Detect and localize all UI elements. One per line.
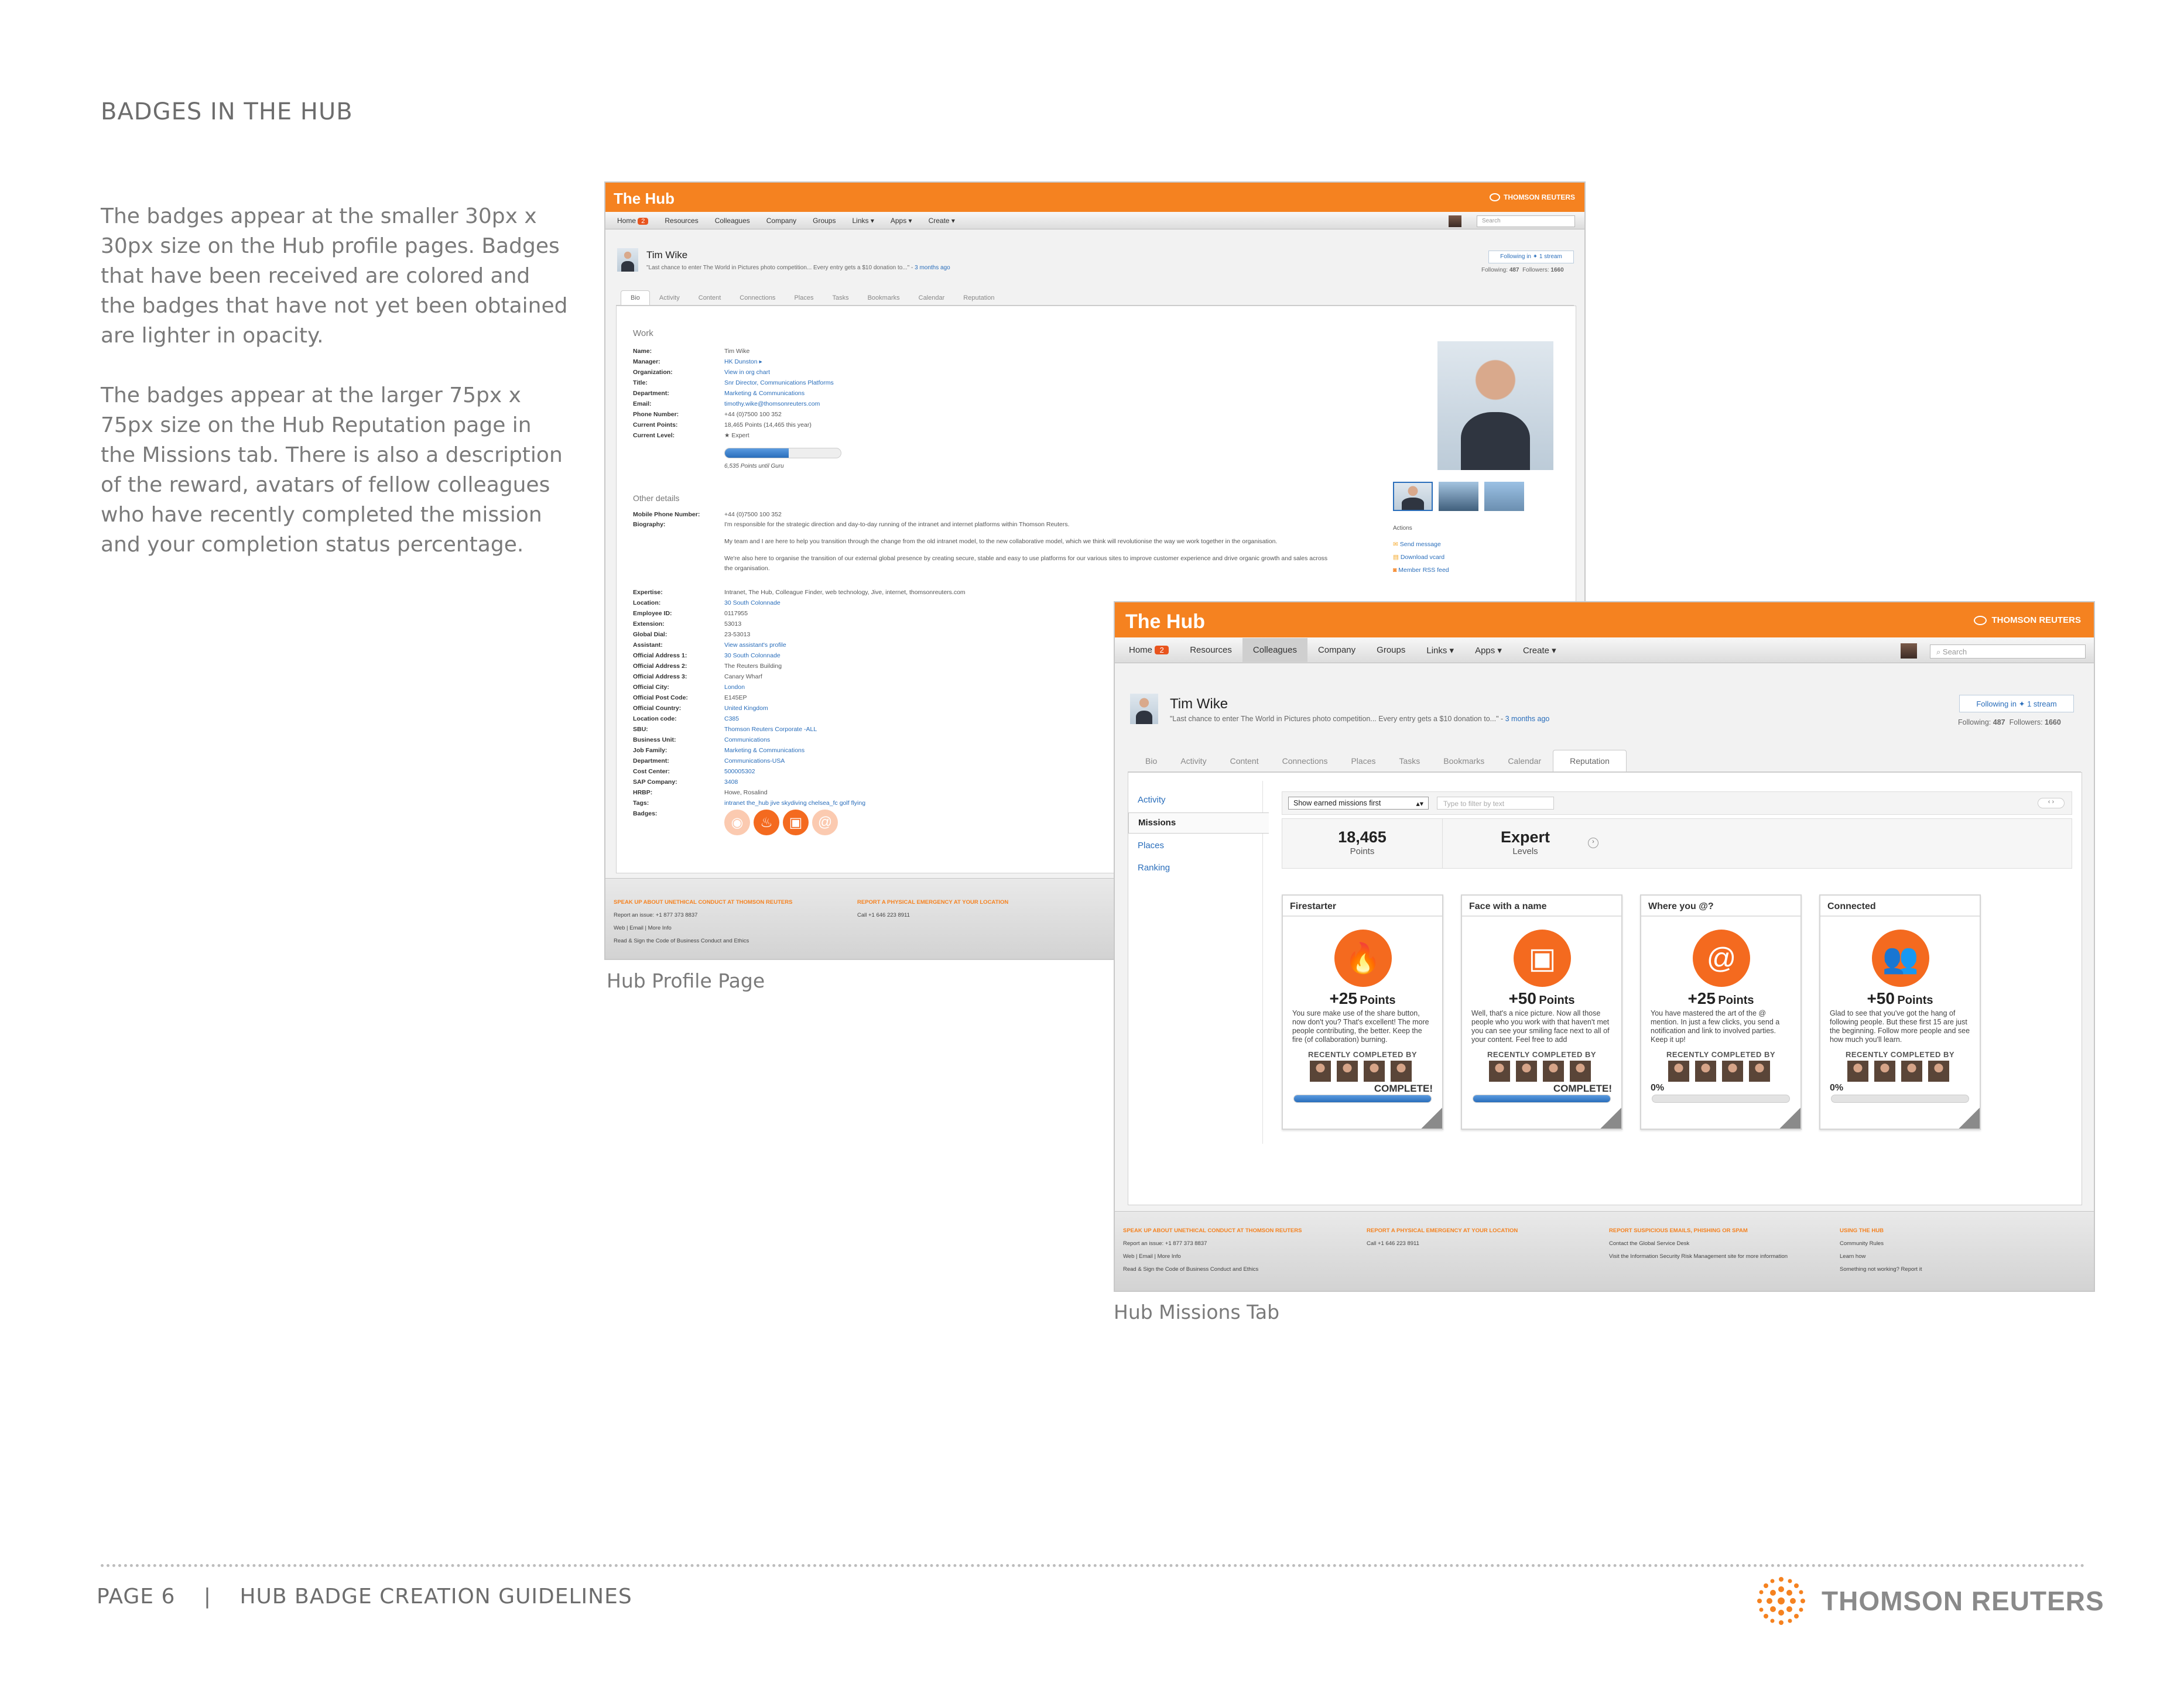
gear-icon[interactable] (1421, 1107, 1442, 1129)
user-avatar-menu[interactable] (1449, 215, 1461, 227)
photo-thumbnails (1393, 482, 1524, 511)
gear-icon[interactable] (1779, 1107, 1800, 1129)
flame-icon: 🔥 (1334, 930, 1392, 987)
hub-header (1115, 602, 2094, 637)
avatar[interactable] (1516, 1061, 1537, 1082)
recently-completed-label: RECENTLY COMPLETED BY (1666, 1050, 1776, 1059)
hub-logo[interactable]: The Hub (614, 190, 675, 207)
mission-points: +25 Points (1687, 989, 1754, 1007)
recent-avatars (1847, 1061, 1949, 1082)
other-fields: Mobile Phone Number: +44 (0)7500 100 352 Biography: I'm responsible for the strategic direction and day-to-day running of the intranet and internet platforms within Thomson Reuters. My team and I are here to help you transition through the change from the old intranet model, to the new collaborative model, which we think will revolutionise the way we work together in the organisation. We're also here to organise the transition of our external global presence by creating secure, stable and easy to use platforms for our various sites to improve customer experience and drive organic growth and sales across the organisation. (633, 511, 1328, 572)
actions-heading: Actions (1393, 525, 1412, 532)
rss-icon: ◙ (1393, 567, 1397, 574)
nav-home[interactable]: Home 2 (1118, 638, 1179, 662)
thomson-reuters-logo (1755, 1575, 2104, 1627)
recent-avatars (1310, 1061, 1412, 1082)
recently-completed-label: RECENTLY COMPLETED BY (1487, 1050, 1597, 1059)
tab-calendar[interactable]: Calendar (1508, 756, 1542, 766)
nav-create[interactable]: Create ▾ (928, 216, 955, 225)
avatar[interactable] (1901, 1061, 1922, 1082)
avatar[interactable] (1874, 1061, 1895, 1082)
tab-content[interactable]: Content (698, 294, 721, 301)
pager-arrows[interactable]: ‹ › (2038, 798, 2065, 808)
level-progress-bar (724, 448, 841, 458)
tab-connections[interactable]: Connections (740, 294, 776, 301)
intro-paragraph-2: The badges appear at the larger 75px x 75px size on the Hub Reputation page in the Missions tab. There is also a description of the reward, avatars of fellow colleagues who have recently completed the mission and your completion status percentage. (101, 383, 563, 557)
nav-apps[interactable]: Apps ▾ (890, 216, 912, 225)
profile-tabs (616, 289, 1574, 306)
tab-places[interactable]: Places (1351, 756, 1376, 766)
tab-bookmarks[interactable]: Bookmarks (867, 294, 900, 301)
caption-profile: Hub Profile Page (607, 969, 765, 992)
avatar[interactable] (1749, 1061, 1770, 1082)
profile-avatar (617, 248, 638, 272)
email-link[interactable]: timothy.wike@thomsonreuters.com (724, 400, 820, 407)
nav-colleagues[interactable]: Colleagues (1242, 638, 1307, 662)
page-number: PAGE 6 (97, 1585, 176, 1609)
more-fields: Expertise: Intranet, The Hub, Colleague Finder, web technology, Jive, internet, thomsonreuters.com Location: 30 South Colonnade Employee ID: 0117955 Extension: 53013 Global Dial: 23-53013 Assistant: View assistant's profile Official Address 1: 30 South Colonnade Official Address 2: The Reuters Building Official Address 3: Canary Wharf Official City: London Official Post Code: E145EP Official Country: United Kingdom Location code: C385 SBU: Thomson Reuters Corporate -ALL Business Unit: Communications Job Family: Marketing & Communications Department: Communications-USA Cost Center: 500005302 SAP Company: 3408 HRBP: Howe, Rosalind Tags: intranet the_hub jive skydiving chelsea_fc golf flying Badges: (633, 589, 966, 817)
title-link[interactable]: Snr Director, Communications Platforms (724, 379, 834, 386)
profile-status: "Last chance to enter The World in Pictures photo competition... Every entry gets a $10 donation to..." - 3 months ago (646, 265, 950, 271)
notification-badge: 2 (1155, 646, 1169, 654)
mission-title: Where you @? (1641, 896, 1800, 917)
mission-description: You have mastered the art of the @ mention. In just a few clicks, you send a notification and link to involved parties. Keep it up! (1651, 1009, 1780, 1044)
page-title: BADGES IN THE HUB (101, 98, 353, 125)
tab-places[interactable]: Places (794, 294, 814, 301)
tr-sunburst-icon (1755, 1575, 1808, 1627)
tr-brand: THOMSON REUTERS (1974, 615, 2081, 625)
mission-progress-bar (1473, 1095, 1611, 1103)
points-until: 6,535 Points until Guru (724, 463, 784, 469)
nav-colleagues[interactable]: Colleagues (714, 216, 750, 225)
recently-completed-label: RECENTLY COMPLETED BY (1307, 1050, 1418, 1059)
mission-description: Glad to see that you've got the hang of following people. But these first 15 are just the beginning. Follow more people and see how much you'll learn. (1830, 1009, 1970, 1044)
org-chart-link[interactable]: View in org chart (724, 369, 771, 376)
recent-avatars (1668, 1061, 1770, 1082)
send-message-link[interactable]: Send message (1399, 541, 1441, 548)
thumbnail-photo[interactable] (1439, 482, 1478, 511)
tab-content[interactable]: Content (1230, 756, 1259, 766)
work-fields: Name: Tim Wike Manager: HK Dunston ▸ Organization: View in org chart Title: Snr Director, Communications Platforms Department: Marketing & Communications Email: timothy.wike@thomsonreuters.com Phone Number: +44 (0)7500 100 352 Current Points: 18,465 Points (14,465 this year) Current Level: ★ Expert (633, 348, 834, 439)
document-title: HUB BADGE CREATION GUIDELINES (239, 1585, 632, 1609)
thumbnail-photo[interactable] (1484, 482, 1524, 511)
nav-links[interactable]: Links ▾ (852, 216, 874, 225)
department-link[interactable]: Marketing & Communications (724, 390, 805, 397)
mission-card[interactable] (1461, 894, 1622, 1130)
mission-card[interactable] (1819, 894, 1981, 1130)
user-avatar-menu[interactable] (1901, 643, 1917, 659)
hub-header (605, 183, 1584, 212)
mail-icon: ✉ (1393, 541, 1398, 548)
following-button[interactable]: Following in ✦ 1 stream (1959, 695, 2074, 712)
tab-bookmarks[interactable]: Bookmarks (1443, 756, 1485, 766)
intro-paragraph-1: The badges appear at the smaller 30px x 30px size on the Hub profile pages. Badges that have been received are colored and the badges that have not yet been obtained are lighter in opacity. (101, 204, 568, 348)
mission-status: COMPLETE! (1374, 1083, 1433, 1094)
caption-missions: Hub Missions Tab (1114, 1301, 1280, 1323)
reputation-summary (1282, 818, 2072, 869)
page-footer-text (97, 1585, 632, 1609)
profile-name: Tim Wike (646, 249, 688, 260)
search-icon: ⌕ (1936, 647, 1941, 656)
mission-title: Connected (1820, 896, 1980, 917)
profile-status: "Last chance to enter The World in Pictures photo competition... Every entry gets a $10 donation to..." - 3 months ago (1170, 715, 1550, 723)
mission-status: 0% (1830, 1083, 1844, 1093)
mission-progress-bar (1652, 1095, 1790, 1103)
actions-list (1393, 538, 1449, 577)
tr-brand: THOMSON REUTERS (1490, 193, 1575, 201)
avatar[interactable] (1337, 1061, 1358, 1082)
thumbnail-photo[interactable] (1393, 482, 1433, 511)
portrait-plus-icon: ▣ (1514, 930, 1571, 987)
tab-reputation[interactable]: Reputation (963, 294, 995, 301)
avatar[interactable] (1489, 1061, 1510, 1082)
mission-points: +25 Points (1329, 989, 1396, 1007)
gear-icon[interactable] (1959, 1107, 1980, 1129)
hub-navbar (605, 212, 1584, 229)
tab-bio[interactable]: Bio (621, 290, 650, 305)
work-heading: Work (633, 328, 653, 338)
follow-counts: Following: 487 Followers: 1660 (1958, 718, 2061, 726)
avatar[interactable] (1722, 1061, 1743, 1082)
profile-badges (724, 810, 841, 835)
footer-separator: | (203, 1585, 211, 1609)
nav-resources[interactable]: Resources (1190, 645, 1232, 655)
avatar[interactable] (1847, 1061, 1868, 1082)
tr-logo-icon (1490, 193, 1500, 201)
rss-feed-link[interactable]: Member RSS feed (1398, 567, 1449, 574)
nav-groups[interactable]: Groups (813, 216, 836, 225)
profile-photo (1437, 341, 1553, 470)
notification-badge: 2 (638, 218, 648, 225)
hub-missions-screenshot (1114, 601, 2095, 1292)
footer-divider (101, 1564, 2086, 1567)
avatar[interactable] (1543, 1061, 1564, 1082)
badge-firestarter-icon[interactable]: ♨ (754, 810, 779, 835)
recently-completed-label: RECENTLY COMPLETED BY (1845, 1050, 1955, 1059)
follow-counts: Following: 487 Followers: 1660 (1481, 267, 1564, 273)
mission-points: +50 Points (1508, 989, 1575, 1007)
avatar[interactable] (1928, 1061, 1949, 1082)
mission-card[interactable] (1640, 894, 1802, 1130)
search-input[interactable]: Search (1477, 215, 1575, 227)
tr-logo-wordmark: THOMSON REUTERS (1822, 1586, 2104, 1616)
mission-status: COMPLETE! (1553, 1083, 1612, 1094)
tab-connections[interactable]: Connections (1282, 756, 1328, 766)
mission-progress-bar (1831, 1095, 1969, 1103)
avatar[interactable] (1570, 1061, 1591, 1082)
profile-avatar (1130, 694, 1158, 724)
vcard-icon: ▤ (1393, 554, 1399, 561)
badge-mention-icon[interactable]: @ (812, 810, 838, 835)
tab-activity[interactable]: Activity (659, 294, 680, 301)
nav-apps[interactable]: Apps ▾ (1475, 645, 1502, 656)
hub-footer: SPEAK UP ABOUT UNETHICAL CONDUCT AT THOMSON REUTERS Report an issue: +1 877 373 8837 Web | Email | More Info Read & Sign the Code of Business Conduct and Ethics REPORT A PHYSICAL EMERGENCY AT YOUR LOCATION Call +1 646 223 8911 (605, 878, 1584, 960)
gear-icon[interactable] (1600, 1107, 1621, 1129)
following-button[interactable]: Following in ✦ 1 stream (1488, 251, 1574, 263)
side-nav-ranking[interactable]: Ranking (1138, 863, 1170, 873)
manager-link[interactable]: HK Dunston ▸ (724, 358, 762, 365)
nav-create[interactable]: Create ▾ (1522, 645, 1556, 656)
profile-name: Tim Wike (1170, 696, 1228, 712)
avatar[interactable] (1391, 1061, 1412, 1082)
tab-reputation[interactable]: Reputation (1553, 750, 1627, 772)
other-heading: Other details (633, 493, 680, 503)
tab-bio[interactable]: Bio (1145, 756, 1158, 766)
points-summary: 18,465 Points (1282, 819, 1443, 868)
mission-description: Well, that's a nice picture. Now all those people who you work with that haven't met you can see your smiling face next to all of your content. Feel free to add (1471, 1009, 1610, 1044)
tr-logo-icon (1974, 616, 1987, 625)
chevron-down-icon: ▴▾ (1416, 800, 1423, 808)
reputation-content (1128, 772, 2082, 1205)
at-mention-icon: @ (1693, 930, 1750, 987)
level-summary: Expert Levels (1500, 828, 1550, 856)
mission-card[interactable] (1282, 894, 1443, 1130)
nav-resources[interactable]: Resources (665, 216, 699, 225)
side-nav-places[interactable]: Places (1138, 841, 1165, 851)
avatar[interactable] (1668, 1061, 1689, 1082)
avatar[interactable] (1310, 1061, 1331, 1082)
badge-connected-icon[interactable]: ◉ (724, 810, 750, 835)
level-info-icon[interactable]: › (1588, 838, 1598, 848)
mission-status: 0% (1651, 1083, 1665, 1093)
mission-points: +50 Points (1867, 989, 1933, 1007)
tab-calendar[interactable]: Calendar (918, 294, 945, 301)
group-people-icon: 👥 (1872, 930, 1929, 987)
side-nav-activity[interactable]: Activity (1138, 795, 1166, 805)
mission-filter-bar (1282, 791, 2072, 815)
hub-logo[interactable]: The Hub (1125, 611, 1205, 633)
nav-links[interactable]: Links ▾ (1426, 645, 1454, 656)
side-nav-missions[interactable]: Missions (1128, 812, 1269, 834)
nav-groups[interactable]: Groups (1377, 645, 1406, 655)
filter-text-input[interactable]: Type to filter by text (1437, 797, 1554, 810)
reputation-side-nav (1128, 781, 1263, 1144)
avatar[interactable] (1364, 1061, 1385, 1082)
nav-company[interactable]: Company (1317, 645, 1356, 655)
nav-home[interactable]: Home 2 (609, 217, 656, 225)
mission-title: Face with a name (1462, 896, 1621, 917)
avatar[interactable] (1695, 1061, 1716, 1082)
tab-activity[interactable]: Activity (1180, 756, 1207, 766)
profile-tabs (1128, 749, 2081, 772)
nav-company[interactable]: Company (766, 216, 797, 225)
hub-footer: SPEAK UP ABOUT UNETHICAL CONDUCT AT THOMSON REUTERS Report an issue: +1 877 373 8837 Web | Email | More Info Read & Sign the Code of Business Conduct and Ethics REPORT A PHYSICAL EMERGENCY AT YOUR LOCATION Call +1 646 223 8911 REPORT SUSPICIOUS EMAILS, PHISHING OR SPAM Contact the Global Service Desk Visit the Information Security Risk Management site for more information USING THE HUB Community Rules Learn how Something not working? Report it (1115, 1211, 2094, 1292)
recent-avatars (1489, 1061, 1591, 1082)
mission-title: Firestarter (1283, 896, 1442, 917)
tab-tasks[interactable]: Tasks (832, 294, 849, 301)
search-input[interactable]: ⌕ Search (1930, 644, 2086, 659)
download-vcard-link[interactable]: Download vcard (1400, 554, 1445, 561)
filter-select[interactable]: Show earned missions first ▴▾ (1288, 797, 1429, 810)
mission-description: You sure make use of the share button, now don't you? That's excellent! The more people contributing, the better. Keep the fire (of collaboration) burning. (1292, 1009, 1429, 1044)
mission-progress-bar (1293, 1095, 1432, 1103)
tab-tasks[interactable]: Tasks (1399, 756, 1420, 766)
badge-face-icon[interactable]: ▣ (783, 810, 809, 835)
